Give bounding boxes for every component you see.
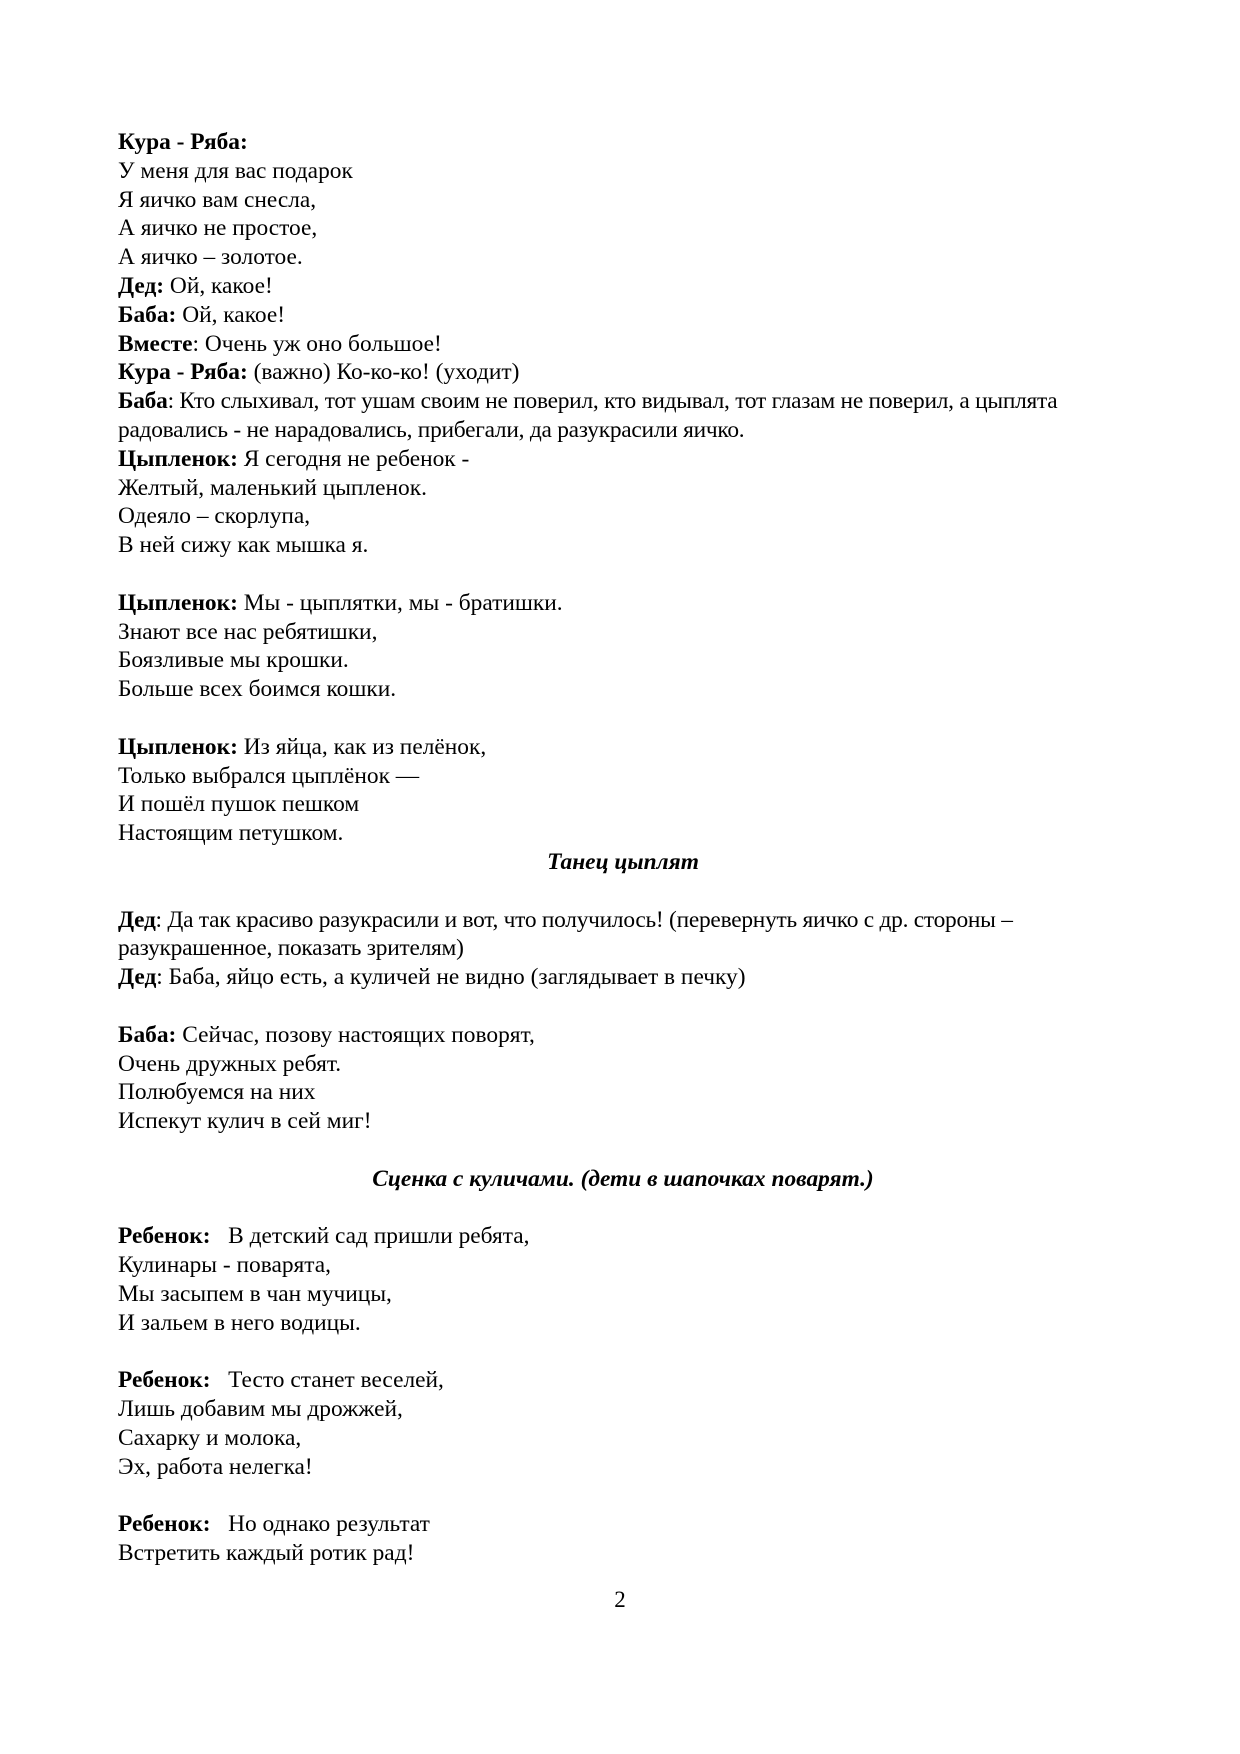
dialogue-line (118, 502, 1128, 531)
dialogue-paragraph (118, 906, 1128, 964)
line-text: Мы засыпем в чан мучицы, (118, 1280, 392, 1307)
dialogue-line (118, 474, 1128, 503)
speaker-name: Баба (118, 388, 168, 415)
line-text: Знают все нас ребятишки, (118, 618, 378, 645)
line-text: Ой, какое! (164, 272, 273, 299)
line-text: Из яйца, как из пелёнок, (237, 733, 487, 760)
document-page (118, 128, 1128, 1568)
dialogue-line (118, 1453, 1128, 1482)
speaker-name: Кура - Ряба: (118, 129, 248, 155)
dialogue-line (118, 762, 1128, 791)
line-text: Встретить каждый ротик рад! (118, 1540, 415, 1567)
line-text: : Да так красиво разукрасили и вот, что получилось! (перевернуть яичко с др. стороны – разукрашенное, показать зрителям) (118, 906, 1013, 962)
line-text: И пошёл пушок пешком (118, 791, 360, 818)
line-text: Боязливые мы крошки. (118, 647, 349, 674)
line-text: Полюбуемся на них (118, 1079, 316, 1106)
line-text: Испекут кулич в сей миг! (118, 1108, 372, 1135)
line-text: : Очень уж оно большое! (192, 330, 442, 357)
line-text: Лишь добавим мы дрожжей, (118, 1396, 403, 1423)
dialogue-line (118, 1050, 1128, 1079)
speaker-name: Ребенок: (118, 1223, 211, 1250)
line-text: А яичко не простое, (118, 215, 318, 242)
blank-line (118, 560, 1128, 589)
speaker-name: Вместе (118, 330, 193, 357)
line-text: Тесто станет веселей, (210, 1367, 444, 1394)
line-text: Я яичко вам снесла, (118, 186, 317, 213)
dialogue-line (118, 272, 1128, 301)
speaker-name: Цыпленок: (118, 733, 238, 760)
speaker-name: Баба: (118, 301, 177, 328)
speaker-name: Кура - Ряба: (118, 359, 248, 386)
blank-line (118, 877, 1128, 906)
line-text: В детский сад пришли ребята, (210, 1223, 530, 1250)
speaker-name: Цыпленок: (118, 445, 238, 472)
dialogue-line (118, 675, 1128, 704)
line-text: Очень дружных ребят. (118, 1050, 342, 1077)
line-text: Настоящим петушком. (118, 820, 344, 847)
line-text: Но однако результат (210, 1511, 430, 1538)
blank-line (118, 1136, 1128, 1165)
blank-line (118, 1337, 1128, 1366)
scene-heading: Танец цыплят (547, 848, 699, 875)
line-text: В ней сижу как мышка я. (118, 532, 369, 559)
line-text: : Баба, яйцо есть, а куличей не видно (заглядывает в печку) (156, 964, 746, 991)
blank-line (118, 1193, 1128, 1222)
dialogue-line (118, 157, 1128, 186)
blank-line (118, 1481, 1128, 1510)
dialogue-line (118, 1366, 1128, 1395)
page-number: 2 (614, 1587, 626, 1612)
speaker-name: Дед (118, 964, 157, 991)
dialogue-line (118, 186, 1128, 215)
speaker-name: Цыпленок: (118, 589, 238, 616)
dialogue-line (118, 1280, 1128, 1309)
dialogue-line (118, 243, 1128, 272)
line-text: И зальем в него водицы. (118, 1309, 361, 1336)
speaker-name: Баба: (118, 1021, 177, 1048)
line-text: Мы - цыплятки, мы - братишки. (237, 589, 563, 616)
speaker-name: Ребенок: (118, 1367, 211, 1394)
speaker-name: Дед (118, 906, 156, 933)
dialogue-line (118, 301, 1128, 330)
dialogue-line (118, 1424, 1128, 1453)
dialogue-line (118, 1078, 1128, 1107)
line-text: : Кто слыхивал, тот ушам своим не поверил, кто видывал, тот глазам не поверил, а цыплята радовались - не нарадовались, прибегали, да разукрасили яичко. (118, 388, 1058, 443)
line-text: Одеяло – скорлупа, (118, 503, 311, 530)
dialogue-line (118, 819, 1128, 848)
dialogue-line (118, 963, 1128, 992)
dialogue-line (118, 1222, 1128, 1251)
dialogue-line (118, 1395, 1128, 1424)
line-text: Желтый, маленький цыпленок. (118, 474, 427, 501)
dialogue-line (118, 1309, 1128, 1338)
dialogue-paragraph (118, 387, 1128, 445)
line-text: А яичко – золотое. (118, 244, 303, 271)
dialogue-line (118, 128, 1128, 157)
dialogue-line (118, 1510, 1128, 1539)
line-text: (важно) Ко-ко-ко! (уходит) (247, 359, 520, 386)
dialogue-line (118, 214, 1128, 243)
dialogue-line (118, 790, 1128, 819)
dialogue-line (118, 1107, 1128, 1136)
blank-line (118, 704, 1128, 733)
line-text: У меня для вас подарок (118, 157, 353, 184)
dialogue-line (118, 733, 1128, 762)
line-text: Больше всех боимся кошки. (118, 676, 397, 703)
dialogue-line (118, 445, 1128, 474)
line-text: Сейчас, позову настоящих поворят, (176, 1021, 535, 1048)
blank-line (118, 992, 1128, 1021)
line-text: Ой, какое! (176, 301, 286, 328)
line-text: Сахарку и молока, (118, 1424, 302, 1451)
speaker-name: Ребенок: (118, 1511, 211, 1538)
line-text: Только выбрался цыплёнок — (118, 762, 420, 789)
line-text: Эх, работа нелегка! (118, 1453, 313, 1480)
dialogue-line (118, 589, 1128, 618)
speaker-name: Дед: (118, 272, 165, 299)
scene-heading: Сценка с куличами. (дети в шапочках поварят.) (372, 1165, 874, 1192)
dialogue-line (118, 1021, 1128, 1050)
dialogue-line (118, 531, 1128, 560)
line-text: Я сегодня не ребенок - (237, 445, 470, 472)
dialogue-line (118, 646, 1128, 675)
line-text: Кулинары - поварята, (118, 1252, 332, 1279)
dialogue-line (118, 358, 1128, 387)
dialogue-line (118, 618, 1128, 647)
dialogue-line (118, 330, 1128, 359)
dialogue-line (118, 1251, 1128, 1280)
dialogue-line (118, 1539, 1128, 1568)
